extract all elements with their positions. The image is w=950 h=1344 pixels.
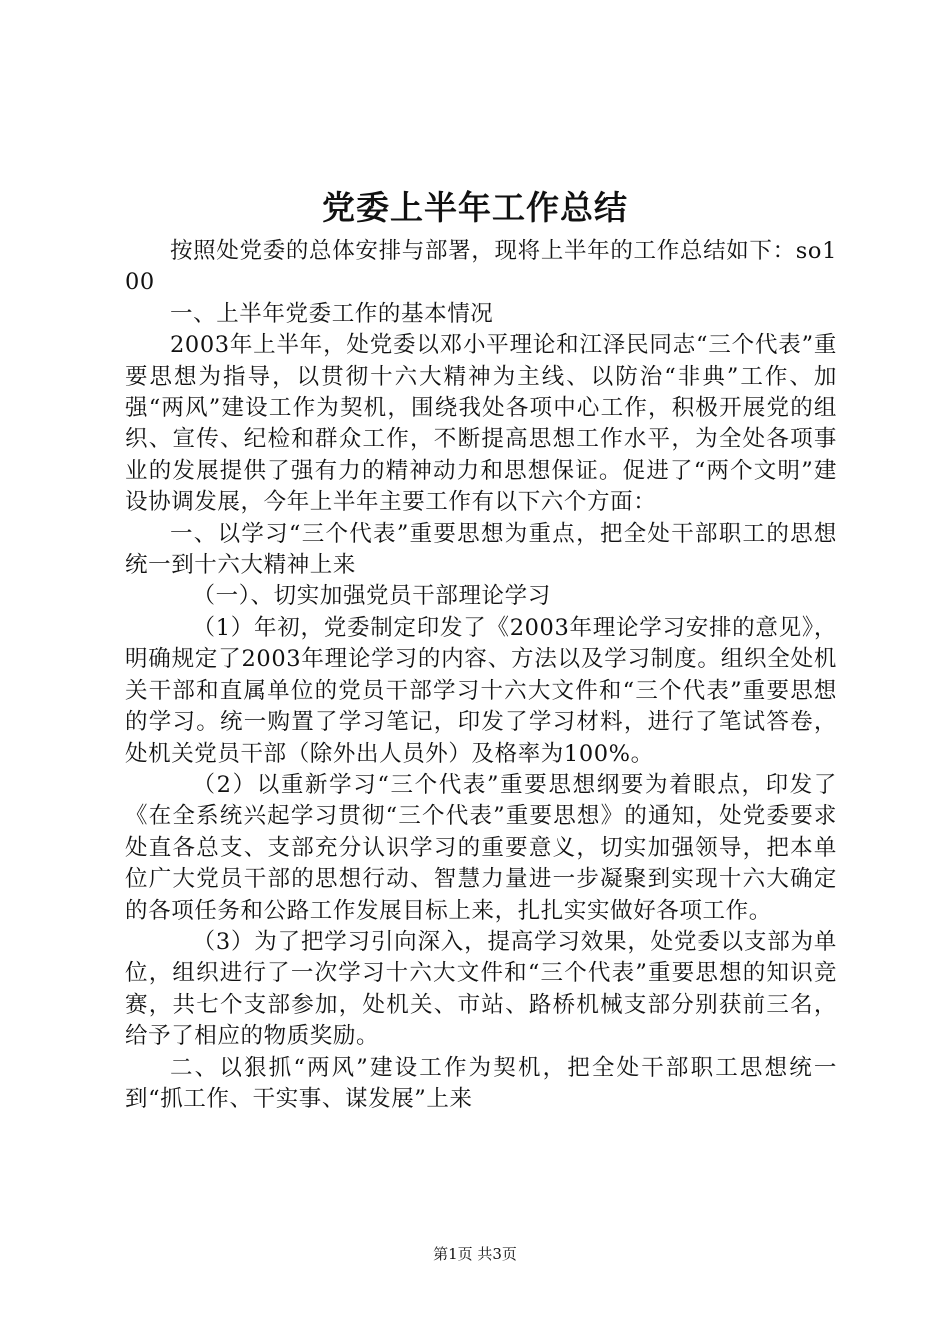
document-title: 党委上半年工作总结 — [322, 188, 628, 227]
document-body — [125, 236, 837, 1115]
page-footer: 第1页 共3页 — [433, 1245, 517, 1263]
subsection-heading-theory-study: （一）、切实加强党员干部理论学习 — [192, 583, 551, 610]
section-heading-basic-situation: 一、上半年党委工作的基本情况 — [170, 300, 494, 327]
item-paragraph-1: （1）年初，党委制定印发了《2003年理论学习安排的意见》，明确规定了2003年理论学习的内容、方法以及学习制度。组织全处机关干部和直属单位的党员干部学习十六大文件和“三个代表”重要思想的学习。统一购置了学习笔记，印发了学习材料，进行了笔试答卷，处机关党员干部（除外出人员外）及格率为100%。 — [125, 614, 837, 767]
item-paragraph-3: （3）为了把学习引向深入，提高学习效果，处党委以支部为单位，组织进行了一次学习十六大文件和“三个代表”重要思想的知识竞赛，共七个支部参加，处机关、市站、路桥机械支部分别获前三名，给予了相应的物质奖励。 — [125, 928, 837, 1050]
section-heading-two-winds: 二、以狠抓“两风”建设工作为契机，把全处干部职工思想统一到“抓工作、干实事、谋发展”上来 — [125, 1054, 837, 1112]
section-heading-study: 一、以学习“三个代表”重要思想为重点，把全处干部职工的思想统一到十六大精神上来 — [125, 520, 837, 579]
intro-paragraph: 按照处党委的总体安排与部署，现将上半年的工作总结如下：so100 — [125, 238, 837, 296]
item-paragraph-2: （2）以重新学习“三个代表”重要思想纲要为着眼点，印发了《在全系统兴起学习贯彻“三个代表”重要思想》的通知，处党委要求处直各总支、支部充分认识学习的重要意义，切实加强领导，把本单位广大党员干部的思想行动、智慧力量进一步凝聚到实现十六大确定的各项任务和公路工作发展目标上来，扎扎实实做好各项工作。 — [125, 771, 837, 924]
overview-paragraph: 2003年上半年，处党委以邓小平理论和江泽民同志“三个代表”重要思想为指导，以贯彻十六大精神为主线、以防治“非典”工作、加强“两风”建设工作为契机，围绕我处各项中心工作，积极开展党的组织、宣传、纪检和群众工作，不断提高思想工作水平，为全处各项事业的发展提供了强有力的精神动力和思想保证。促进了“两个文明”建设协调发展，今年上半年主要工作有以下六个方面： — [125, 332, 837, 516]
